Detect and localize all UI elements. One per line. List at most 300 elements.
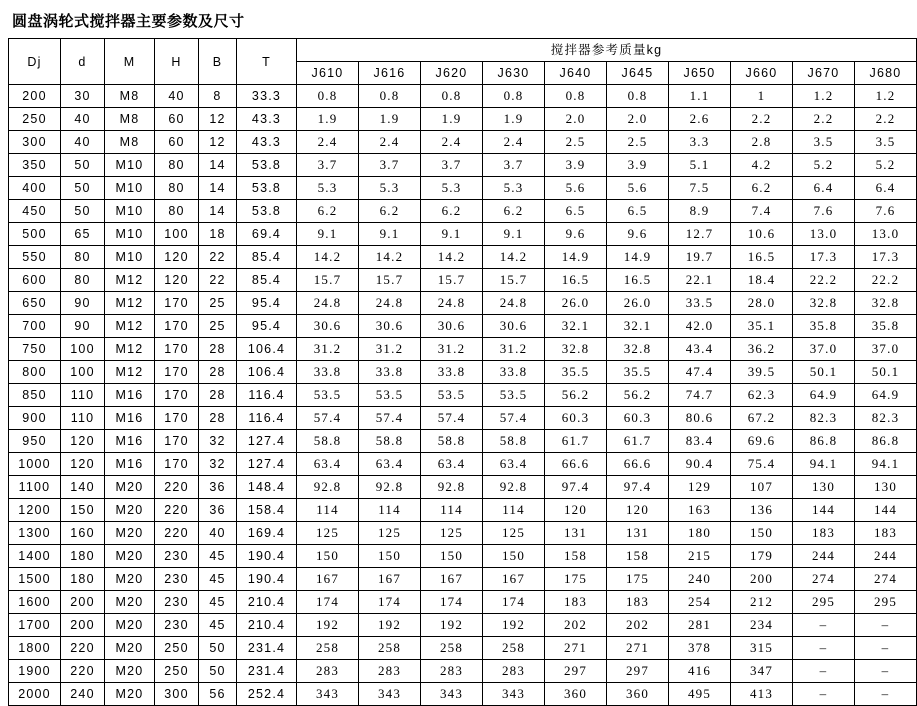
table-cell-mass: 2.2 xyxy=(793,108,855,131)
table-cell-param: 28 xyxy=(199,338,237,361)
table-cell-mass: 82.3 xyxy=(855,407,917,430)
table-cell-mass: 10.6 xyxy=(731,223,793,246)
table-cell-param: 1100 xyxy=(9,476,61,499)
table-cell-param: M12 xyxy=(105,338,155,361)
table-cell-param: 53.8 xyxy=(237,177,297,200)
table-cell-param: 28 xyxy=(199,407,237,430)
table-cell-mass: 35.1 xyxy=(731,315,793,338)
table-cell-mass: 5.1 xyxy=(669,154,731,177)
table-cell-mass: 4.2 xyxy=(731,154,793,177)
table-cell-mass: 82.3 xyxy=(793,407,855,430)
table-cell-mass: 150 xyxy=(483,545,545,568)
table-row xyxy=(9,614,917,637)
table-cell-mass: 7.5 xyxy=(669,177,731,200)
table-cell-mass: 158 xyxy=(545,545,607,568)
table-cell-param: 53.8 xyxy=(237,154,297,177)
table-cell-param: 250 xyxy=(155,637,199,660)
table-cell-mass: 215 xyxy=(669,545,731,568)
table-cell-param: M16 xyxy=(105,407,155,430)
table-cell-mass: 283 xyxy=(483,660,545,683)
table-cell-param: 1000 xyxy=(9,453,61,476)
table-cell-param: 252.4 xyxy=(237,683,297,706)
table-cell-param: 170 xyxy=(155,384,199,407)
table-cell-mass: 175 xyxy=(545,568,607,591)
table-cell-param: 1300 xyxy=(9,522,61,545)
table-cell-param: 25 xyxy=(199,292,237,315)
table-cell-mass: 202 xyxy=(607,614,669,637)
table-cell-mass: 66.6 xyxy=(545,453,607,476)
table-cell-param: M10 xyxy=(105,246,155,269)
table-cell-param: 2000 xyxy=(9,683,61,706)
table-cell-mass: 31.2 xyxy=(297,338,359,361)
table-cell-param: 30 xyxy=(61,85,105,108)
table-cell-mass: 283 xyxy=(359,660,421,683)
table-cell-mass: 192 xyxy=(297,614,359,637)
table-cell-param: 400 xyxy=(9,177,61,200)
table-cell-mass: 174 xyxy=(297,591,359,614)
table-cell-mass: 33.5 xyxy=(669,292,731,315)
table-cell-mass: 35.5 xyxy=(545,361,607,384)
table-cell-mass: 14.2 xyxy=(483,246,545,269)
table-cell-param: 120 xyxy=(61,430,105,453)
table-cell-mass: 2.5 xyxy=(545,131,607,154)
table-cell-mass: 97.4 xyxy=(607,476,669,499)
table-cell-mass: 63.4 xyxy=(421,453,483,476)
table-cell-param: 148.4 xyxy=(237,476,297,499)
table-cell-param: 14 xyxy=(199,154,237,177)
table-cell-mass: 2.8 xyxy=(731,131,793,154)
table-cell-param: M12 xyxy=(105,361,155,384)
table-cell-mass: 90.4 xyxy=(669,453,731,476)
table-cell-param: 40 xyxy=(155,85,199,108)
table-cell-param: 170 xyxy=(155,315,199,338)
table-cell-param: M20 xyxy=(105,614,155,637)
table-cell-mass: 13.0 xyxy=(855,223,917,246)
table-cell-mass: 39.5 xyxy=(731,361,793,384)
table-cell-mass: 24.8 xyxy=(297,292,359,315)
table-cell-param: 1900 xyxy=(9,660,61,683)
table-cell-mass: 2.6 xyxy=(669,108,731,131)
table-cell-mass: 24.8 xyxy=(359,292,421,315)
table-cell-mass: 175 xyxy=(607,568,669,591)
table-cell-mass: 31.2 xyxy=(359,338,421,361)
table-cell-mass: 0.8 xyxy=(297,85,359,108)
table-cell-param: 190.4 xyxy=(237,545,297,568)
table-cell-mass: 179 xyxy=(731,545,793,568)
table-cell-param: 230 xyxy=(155,591,199,614)
table-cell-mass: 297 xyxy=(607,660,669,683)
table-cell-mass: 2.4 xyxy=(359,131,421,154)
table-cell-mass: 9.6 xyxy=(607,223,669,246)
table-cell-mass: 17.3 xyxy=(855,246,917,269)
table-row xyxy=(9,683,917,706)
table-cell-mass: 97.4 xyxy=(545,476,607,499)
table-row xyxy=(9,223,917,246)
table-cell-param: 220 xyxy=(61,660,105,683)
table-row xyxy=(9,315,917,338)
table-row xyxy=(9,430,917,453)
table-cell-mass: 42.0 xyxy=(669,315,731,338)
table-cell-mass: 343 xyxy=(483,683,545,706)
table-cell-param: 900 xyxy=(9,407,61,430)
header-mass-group: 搅拌器参考质量kg xyxy=(297,39,917,62)
table-cell-param: 32 xyxy=(199,430,237,453)
table-cell-param: 180 xyxy=(61,568,105,591)
header-m: M xyxy=(105,39,155,85)
table-cell-param: 65 xyxy=(61,223,105,246)
table-cell-mass: 30.6 xyxy=(421,315,483,338)
table-cell-mass: 64.9 xyxy=(793,384,855,407)
table-cell-param: 220 xyxy=(155,499,199,522)
table-cell-mass: – xyxy=(855,637,917,660)
table-cell-mass: 167 xyxy=(297,568,359,591)
table-cell-param: 200 xyxy=(61,614,105,637)
table-cell-mass: 75.4 xyxy=(731,453,793,476)
table-cell-mass: 60.3 xyxy=(545,407,607,430)
table-cell-param: 50 xyxy=(199,637,237,660)
table-cell-mass: – xyxy=(855,660,917,683)
table-cell-mass: 30.6 xyxy=(483,315,545,338)
table-cell-mass: 7.6 xyxy=(793,200,855,223)
table-cell-mass: 32.8 xyxy=(855,292,917,315)
table-cell-mass: 26.0 xyxy=(545,292,607,315)
table-cell-mass: 192 xyxy=(421,614,483,637)
table-cell-mass: 24.8 xyxy=(483,292,545,315)
table-cell-mass: 258 xyxy=(421,637,483,660)
header-j645: J645 xyxy=(607,62,669,85)
table-cell-param: M10 xyxy=(105,200,155,223)
table-cell-param: 90 xyxy=(61,292,105,315)
table-cell-param: M20 xyxy=(105,660,155,683)
table-row xyxy=(9,200,917,223)
table-cell-mass: 5.2 xyxy=(855,154,917,177)
table-cell-param: 50 xyxy=(61,154,105,177)
table-cell-mass: 30.6 xyxy=(297,315,359,338)
table-cell-mass: 192 xyxy=(483,614,545,637)
table-cell-mass: 1 xyxy=(731,85,793,108)
table-cell-mass: 2.2 xyxy=(731,108,793,131)
table-cell-param: 33.3 xyxy=(237,85,297,108)
table-cell-mass: 57.4 xyxy=(421,407,483,430)
table-cell-mass: 200 xyxy=(731,568,793,591)
header-b: B xyxy=(199,39,237,85)
table-cell-mass: 64.9 xyxy=(855,384,917,407)
table-cell-mass: 343 xyxy=(421,683,483,706)
table-cell-mass: 1.9 xyxy=(483,108,545,131)
table-cell-param: 170 xyxy=(155,407,199,430)
table-cell-param: 36 xyxy=(199,499,237,522)
header-t: T xyxy=(237,39,297,85)
table-cell-mass: 114 xyxy=(297,499,359,522)
table-cell-mass: 18.4 xyxy=(731,269,793,292)
table-cell-mass: 50.1 xyxy=(793,361,855,384)
table-cell-param: 80 xyxy=(61,246,105,269)
table-cell-mass: 50.1 xyxy=(855,361,917,384)
table-cell-mass: 33.8 xyxy=(297,361,359,384)
table-cell-mass: 24.8 xyxy=(421,292,483,315)
table-cell-mass: 92.8 xyxy=(297,476,359,499)
table-row xyxy=(9,568,917,591)
table-cell-param: 100 xyxy=(61,338,105,361)
table-cell-mass: 131 xyxy=(607,522,669,545)
table-cell-mass: 6.4 xyxy=(855,177,917,200)
table-cell-mass: 244 xyxy=(855,545,917,568)
table-cell-param: 110 xyxy=(61,407,105,430)
table-cell-mass: 0.8 xyxy=(545,85,607,108)
header-j630: J630 xyxy=(483,62,545,85)
table-cell-param: 106.4 xyxy=(237,361,297,384)
table-cell-mass: 58.8 xyxy=(483,430,545,453)
table-cell-mass: 66.6 xyxy=(607,453,669,476)
table-row xyxy=(9,591,917,614)
table-cell-param: 43.3 xyxy=(237,108,297,131)
table-row xyxy=(9,131,917,154)
table-cell-mass: 33.8 xyxy=(359,361,421,384)
table-cell-param: 22 xyxy=(199,269,237,292)
table-cell-mass: – xyxy=(855,683,917,706)
table-cell-mass: 3.7 xyxy=(421,154,483,177)
table-row xyxy=(9,660,917,683)
table-cell-mass: 150 xyxy=(297,545,359,568)
table-cell-param: 56 xyxy=(199,683,237,706)
table-cell-param: 80 xyxy=(61,269,105,292)
table-cell-mass: 125 xyxy=(483,522,545,545)
table-cell-mass: 3.5 xyxy=(793,131,855,154)
table-cell-param: 120 xyxy=(155,246,199,269)
table-cell-param: 550 xyxy=(9,246,61,269)
table-cell-param: M12 xyxy=(105,292,155,315)
table-cell-param: M16 xyxy=(105,384,155,407)
table-cell-param: 32 xyxy=(199,453,237,476)
table-cell-param: 1500 xyxy=(9,568,61,591)
table-cell-mass: 416 xyxy=(669,660,731,683)
table-cell-param: 43.3 xyxy=(237,131,297,154)
table-cell-mass: 2.4 xyxy=(483,131,545,154)
table-cell-mass: 2.2 xyxy=(855,108,917,131)
table-cell-mass: 22.1 xyxy=(669,269,731,292)
table-cell-mass: 9.1 xyxy=(359,223,421,246)
table-cell-param: 50 xyxy=(61,177,105,200)
table-cell-mass: 47.4 xyxy=(669,361,731,384)
table-cell-mass: 31.2 xyxy=(421,338,483,361)
table-cell-mass: 37.0 xyxy=(793,338,855,361)
table-cell-mass: 271 xyxy=(545,637,607,660)
table-cell-param: 180 xyxy=(61,545,105,568)
table-cell-mass: 360 xyxy=(545,683,607,706)
table-cell-mass: 3.3 xyxy=(669,131,731,154)
table-row xyxy=(9,338,917,361)
table-cell-mass: 0.8 xyxy=(421,85,483,108)
table-cell-param: 100 xyxy=(155,223,199,246)
table-cell-param: 45 xyxy=(199,568,237,591)
table-cell-param: 240 xyxy=(61,683,105,706)
table-cell-mass: 158 xyxy=(607,545,669,568)
table-cell-mass: 15.7 xyxy=(297,269,359,292)
table-row xyxy=(9,407,917,430)
table-cell-mass: 9.1 xyxy=(297,223,359,246)
table-cell-param: 850 xyxy=(9,384,61,407)
table-cell-mass: 14.2 xyxy=(421,246,483,269)
table-cell-param: 700 xyxy=(9,315,61,338)
table-cell-mass: 183 xyxy=(855,522,917,545)
table-cell-mass: 3.7 xyxy=(359,154,421,177)
table-cell-param: 1600 xyxy=(9,591,61,614)
table-cell-mass: 244 xyxy=(793,545,855,568)
table-cell-param: 231.4 xyxy=(237,637,297,660)
table-cell-mass: 163 xyxy=(669,499,731,522)
table-cell-param: 230 xyxy=(155,568,199,591)
table-cell-param: M10 xyxy=(105,223,155,246)
table-cell-mass: 0.8 xyxy=(483,85,545,108)
table-cell-mass: 5.3 xyxy=(359,177,421,200)
table-cell-param: 220 xyxy=(61,637,105,660)
table-cell-param: 140 xyxy=(61,476,105,499)
table-cell-param: 500 xyxy=(9,223,61,246)
table-cell-mass: 5.3 xyxy=(483,177,545,200)
header-j616: J616 xyxy=(359,62,421,85)
table-cell-param: 1700 xyxy=(9,614,61,637)
table-cell-mass: 180 xyxy=(669,522,731,545)
table-cell-param: 250 xyxy=(9,108,61,131)
table-cell-mass: 57.4 xyxy=(297,407,359,430)
table-cell-mass: 281 xyxy=(669,614,731,637)
table-cell-param: 170 xyxy=(155,338,199,361)
table-cell-mass: 125 xyxy=(421,522,483,545)
table-row xyxy=(9,453,917,476)
table-cell-mass: 2.4 xyxy=(421,131,483,154)
table-cell-param: 116.4 xyxy=(237,384,297,407)
table-cell-mass: 0.8 xyxy=(359,85,421,108)
table-cell-mass: 295 xyxy=(793,591,855,614)
table-cell-param: 200 xyxy=(61,591,105,614)
table-cell-mass: 35.5 xyxy=(607,361,669,384)
table-cell-mass: 234 xyxy=(731,614,793,637)
table-cell-param: 169.4 xyxy=(237,522,297,545)
table-cell-param: 160 xyxy=(61,522,105,545)
table-cell-mass: 136 xyxy=(731,499,793,522)
table-cell-param: 12 xyxy=(199,108,237,131)
table-cell-mass: 57.4 xyxy=(359,407,421,430)
table-cell-param: 450 xyxy=(9,200,61,223)
table-cell-param: 40 xyxy=(61,131,105,154)
table-cell-param: 69.4 xyxy=(237,223,297,246)
header-j610: J610 xyxy=(297,62,359,85)
table-cell-mass: 107 xyxy=(731,476,793,499)
table-row xyxy=(9,269,917,292)
table-cell-mass: 53.5 xyxy=(421,384,483,407)
table-cell-mass: 144 xyxy=(855,499,917,522)
table-cell-mass: 183 xyxy=(545,591,607,614)
table-cell-mass: 6.5 xyxy=(545,200,607,223)
table-cell-mass: – xyxy=(793,637,855,660)
table-cell-param: 300 xyxy=(9,131,61,154)
table-cell-param: 40 xyxy=(199,522,237,545)
table-cell-mass: 174 xyxy=(359,591,421,614)
table-cell-param: 100 xyxy=(61,361,105,384)
table-row xyxy=(9,292,917,315)
table-cell-mass: 56.2 xyxy=(607,384,669,407)
table-cell-mass: 360 xyxy=(607,683,669,706)
table-cell-param: 231.4 xyxy=(237,660,297,683)
table-row xyxy=(9,108,917,131)
table-cell-mass: 5.3 xyxy=(421,177,483,200)
table-cell-mass: 6.2 xyxy=(421,200,483,223)
table-cell-mass: 32.1 xyxy=(607,315,669,338)
table-row xyxy=(9,384,917,407)
table-cell-mass: 167 xyxy=(421,568,483,591)
table-cell-mass: 283 xyxy=(297,660,359,683)
table-cell-mass: 15.7 xyxy=(483,269,545,292)
table-cell-mass: 61.7 xyxy=(545,430,607,453)
table-cell-mass: 35.8 xyxy=(793,315,855,338)
table-cell-mass: 495 xyxy=(669,683,731,706)
table-cell-mass: 9.1 xyxy=(483,223,545,246)
table-cell-param: M12 xyxy=(105,315,155,338)
header-h: H xyxy=(155,39,199,85)
table-cell-param: M8 xyxy=(105,131,155,154)
table-cell-mass: 114 xyxy=(483,499,545,522)
table-cell-mass: 62.3 xyxy=(731,384,793,407)
table-cell-mass: 6.5 xyxy=(607,200,669,223)
table-cell-param: 50 xyxy=(199,660,237,683)
table-cell-mass: 69.6 xyxy=(731,430,793,453)
table-cell-mass: 15.7 xyxy=(421,269,483,292)
table-cell-mass: 5.6 xyxy=(545,177,607,200)
table-cell-mass: 378 xyxy=(669,637,731,660)
table-cell-param: 106.4 xyxy=(237,338,297,361)
table-cell-param: 120 xyxy=(61,453,105,476)
table-cell-mass: 271 xyxy=(607,637,669,660)
table-cell-param: 80 xyxy=(155,177,199,200)
table-cell-param: 80 xyxy=(155,200,199,223)
table-cell-mass: 202 xyxy=(545,614,607,637)
table-row xyxy=(9,361,917,384)
table-cell-param: 80 xyxy=(155,154,199,177)
table-cell-param: M16 xyxy=(105,453,155,476)
table-row xyxy=(9,499,917,522)
table-cell-mass: 33.8 xyxy=(421,361,483,384)
table-cell-mass: 274 xyxy=(793,568,855,591)
table-cell-mass: 13.0 xyxy=(793,223,855,246)
table-cell-mass: 1.2 xyxy=(793,85,855,108)
table-cell-mass: 57.4 xyxy=(483,407,545,430)
table-cell-mass: 3.7 xyxy=(297,154,359,177)
table-cell-mass: 28.0 xyxy=(731,292,793,315)
table-cell-mass: 283 xyxy=(421,660,483,683)
table-cell-param: 190.4 xyxy=(237,568,297,591)
table-cell-mass: 144 xyxy=(793,499,855,522)
table-row xyxy=(9,476,917,499)
table-cell-mass: 150 xyxy=(731,522,793,545)
table-cell-mass: 413 xyxy=(731,683,793,706)
table-cell-mass: – xyxy=(793,614,855,637)
table-cell-mass: 297 xyxy=(545,660,607,683)
table-cell-mass: 35.8 xyxy=(855,315,917,338)
table-cell-mass: 58.8 xyxy=(421,430,483,453)
table-cell-mass: 80.6 xyxy=(669,407,731,430)
table-cell-mass: – xyxy=(793,660,855,683)
table-cell-mass: 129 xyxy=(669,476,731,499)
table-cell-mass: 5.6 xyxy=(607,177,669,200)
table-cell-mass: 17.3 xyxy=(793,246,855,269)
table-cell-mass: 3.9 xyxy=(607,154,669,177)
table-cell-mass: 30.6 xyxy=(359,315,421,338)
table-cell-mass: 92.8 xyxy=(421,476,483,499)
table-row xyxy=(9,545,917,568)
table-cell-mass: 74.7 xyxy=(669,384,731,407)
header-j650: J650 xyxy=(669,62,731,85)
table-cell-param: 95.4 xyxy=(237,292,297,315)
